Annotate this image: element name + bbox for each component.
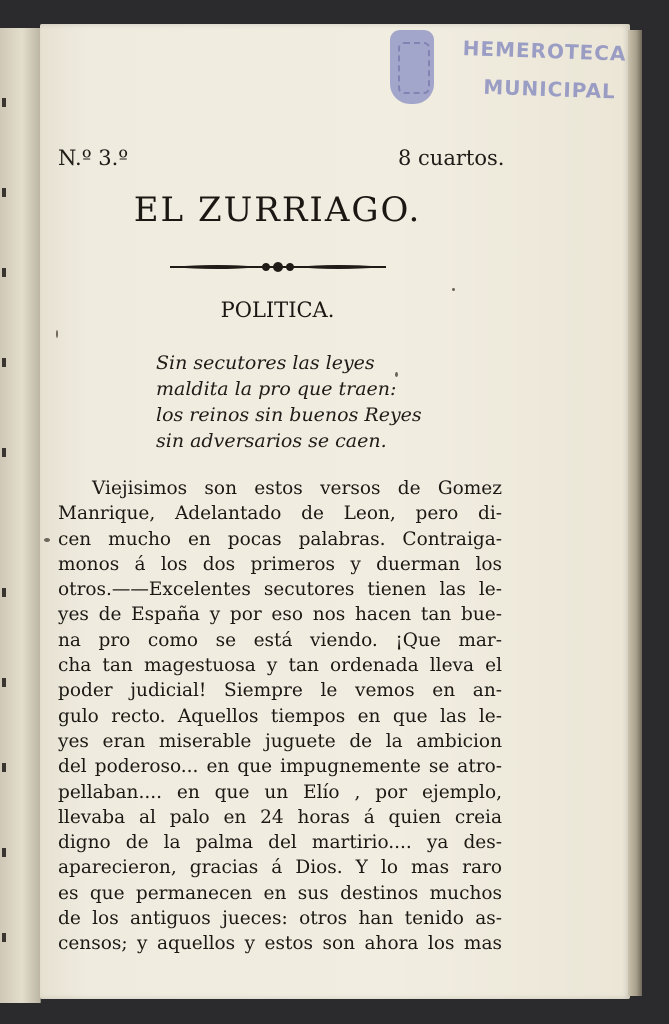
text-line: de los antiguos jueces: otros han tenido as- <box>58 908 502 930</box>
issue-price: 8 cuartos. <box>398 146 505 170</box>
library-stamp-emblem <box>390 30 434 104</box>
newspaper-title: EL ZURRIAGO. <box>133 190 422 230</box>
text-line: pellaban.... en que un Elío , por ejemplo, <box>58 781 502 803</box>
text-line: censos; y aquellos y estos son ahora los mas <box>58 933 502 955</box>
verse-line: Sin secutores las leyes <box>156 352 375 374</box>
text-line: poder judicial! Siempre le vemos en an- <box>58 680 502 702</box>
text-line: aparecieron, gracias á Dios. Y lo mas raro <box>58 857 502 879</box>
text-line: na pro como se está viendo. ¡Que mar- <box>58 629 502 651</box>
paper-speck <box>56 330 58 338</box>
verse-line: sin adversarios se caen. <box>156 430 387 452</box>
text-line: digno de la palma del martirio.... ya des- <box>58 832 502 854</box>
text-line: cha tan magestuosa y tan ordenada lleva el <box>58 655 502 677</box>
paper-speck <box>452 288 455 291</box>
text-line: llevaba al palo en 24 horas á quien creia <box>58 806 502 828</box>
text-line: Viejisimos son estos versos de Gomez <box>92 478 502 499</box>
book-spine <box>0 28 41 1003</box>
stamp-line-1: HEMEROTECA <box>462 36 627 66</box>
stamp-line-2: MUNICIPAL <box>482 74 617 104</box>
text-line: yes eran miserable juguete de la ambicion <box>58 730 502 752</box>
text-line: Manrique, Adelantado de Leon, pero di- <box>58 503 502 525</box>
text-line: del poderoso... en que impugnemente se atro- <box>58 756 502 778</box>
paper-speck <box>44 538 50 542</box>
text-line: cen mucho en pocas palabras. Contraiga- <box>58 528 502 550</box>
page-edge <box>628 30 642 996</box>
epigraph-verse <box>156 350 422 454</box>
section-heading: POLITICA. <box>220 298 335 322</box>
text-line: es que permanecen en sus destinos muchos <box>58 882 502 904</box>
library-stamp <box>461 29 634 111</box>
text-line: gulo recto. Aquellos tiempos en que las le- <box>58 705 502 727</box>
verse-line: los reinos sin buenos Reyes <box>156 404 422 426</box>
title-ornament <box>170 258 386 276</box>
text-line: otros.——Excelentes secutores tienen las le- <box>58 579 502 601</box>
article-body <box>58 476 502 957</box>
text-line: monos á los dos primeros y duerman los <box>58 553 502 575</box>
paper-speck <box>395 372 398 377</box>
verse-line: maldita la pro que traen: <box>156 378 397 400</box>
text-line: yes de España y por eso nos hacen tan bue- <box>58 604 502 626</box>
issue-number: N.º 3.º <box>58 146 129 170</box>
